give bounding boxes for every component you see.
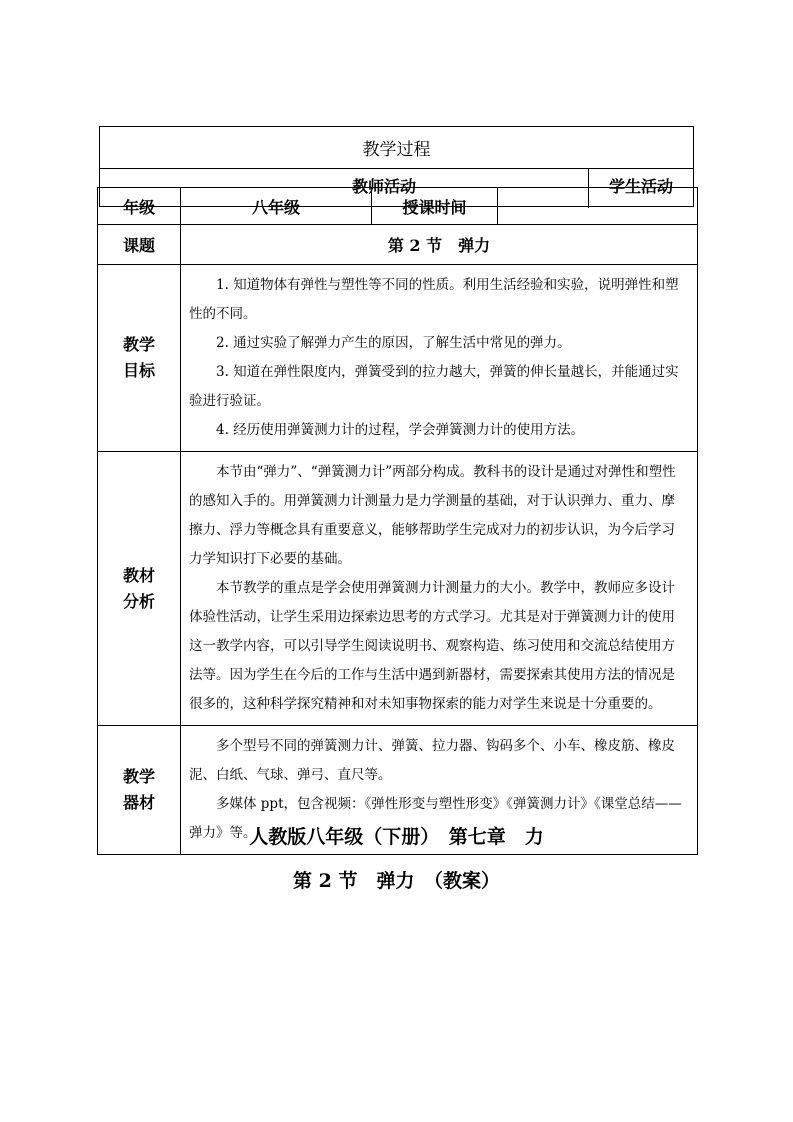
objective-item: 4. 经历使用弹簧测力计的过程，学会弹簧测力计的使用方法。: [216, 422, 585, 438]
topic-value: 第 2 节 弹力: [181, 225, 698, 265]
objective-item: 1. 知道物体有弹性与塑性等不同的性质。利用生活经验和实验，说明弹性和塑性的不同。: [189, 277, 679, 322]
student-activity-header: 学生活动: [608, 177, 673, 196]
analysis-paragraph: 本节由“弹力”、“弹簧测力计”两部分构成。教科书的设计是通过对弹性和塑性的感知入手的。用弹簧测力计测量力是力学测量的基础，对于认识弹力、重力、摩擦力、浮力等概念具有重要意义，能够帮助学生完成对力的初步认识，为今后学习力学知识打下必要的基础。: [189, 464, 676, 567]
lesson-plan-table: [97, 187, 698, 855]
objective-item: 2. 通过实验了解弹力产生的原因，了解生活中常见的弹力。: [216, 335, 571, 351]
document-subheading: 第 2 节 弹力 （教案）: [293, 870, 500, 892]
info-row: [98, 188, 698, 225]
analysis-row: [98, 452, 698, 726]
equipment-paragraph: 多媒体 ppt，包含视频：《弹性形变与塑性形变》《弹簧测力计》《课堂总结——弹力》等。: [189, 796, 682, 841]
topic-row: [98, 225, 698, 265]
analysis-content: [181, 452, 698, 726]
process-title: 教学过程: [362, 139, 431, 160]
equipment-label: 教学 器材: [98, 726, 181, 855]
objective-item: 3. 知道在弹性限度内，弹簧受到的拉力越大，弹簧的伸长量越长，并能通过实验进行验证。: [189, 364, 679, 409]
teacher-activity-header: 教师活动: [351, 177, 416, 196]
grade-value: 八年级: [181, 188, 372, 225]
equipment-paragraph: 多个型号不同的弹簧测力计、弹簧、拉力器、钩码多个、小车、橡皮筋、橡皮泥、白纸、气球、弹弓、直尺等。: [189, 738, 675, 783]
objectives-content: [181, 265, 698, 452]
grade-label: 年级: [98, 188, 181, 225]
analysis-paragraph: 本节教学的重点是学会使用弹簧测力计测量力的大小。教学中，教师应多设计体验性活动，让学生采用边探索边思考的方式学习。尤其是对于弹簧测力计的使用这一教学内容，可以引导学生阅读说明书、观察构造、练习使用和交流总结使用方法等。因为学生在今后的工作与生活中遇到新器材，需要探索其使用方法的情况是很多的，这种科学探究精神和对未知事物探索的能力对学生来说是十分重要的。: [189, 580, 675, 712]
analysis-label: 教材 分析: [98, 452, 181, 726]
process-frame-divider: [99, 168, 694, 169]
time-label: 授课时间: [372, 188, 498, 225]
topic-label: 课题: [98, 225, 181, 265]
time-value: [498, 188, 698, 225]
objectives-row: [98, 265, 698, 452]
document-heading: 人教版八年级（下册） 第七章 力: [249, 826, 544, 848]
objectives-label: 教学 目标: [98, 265, 181, 452]
